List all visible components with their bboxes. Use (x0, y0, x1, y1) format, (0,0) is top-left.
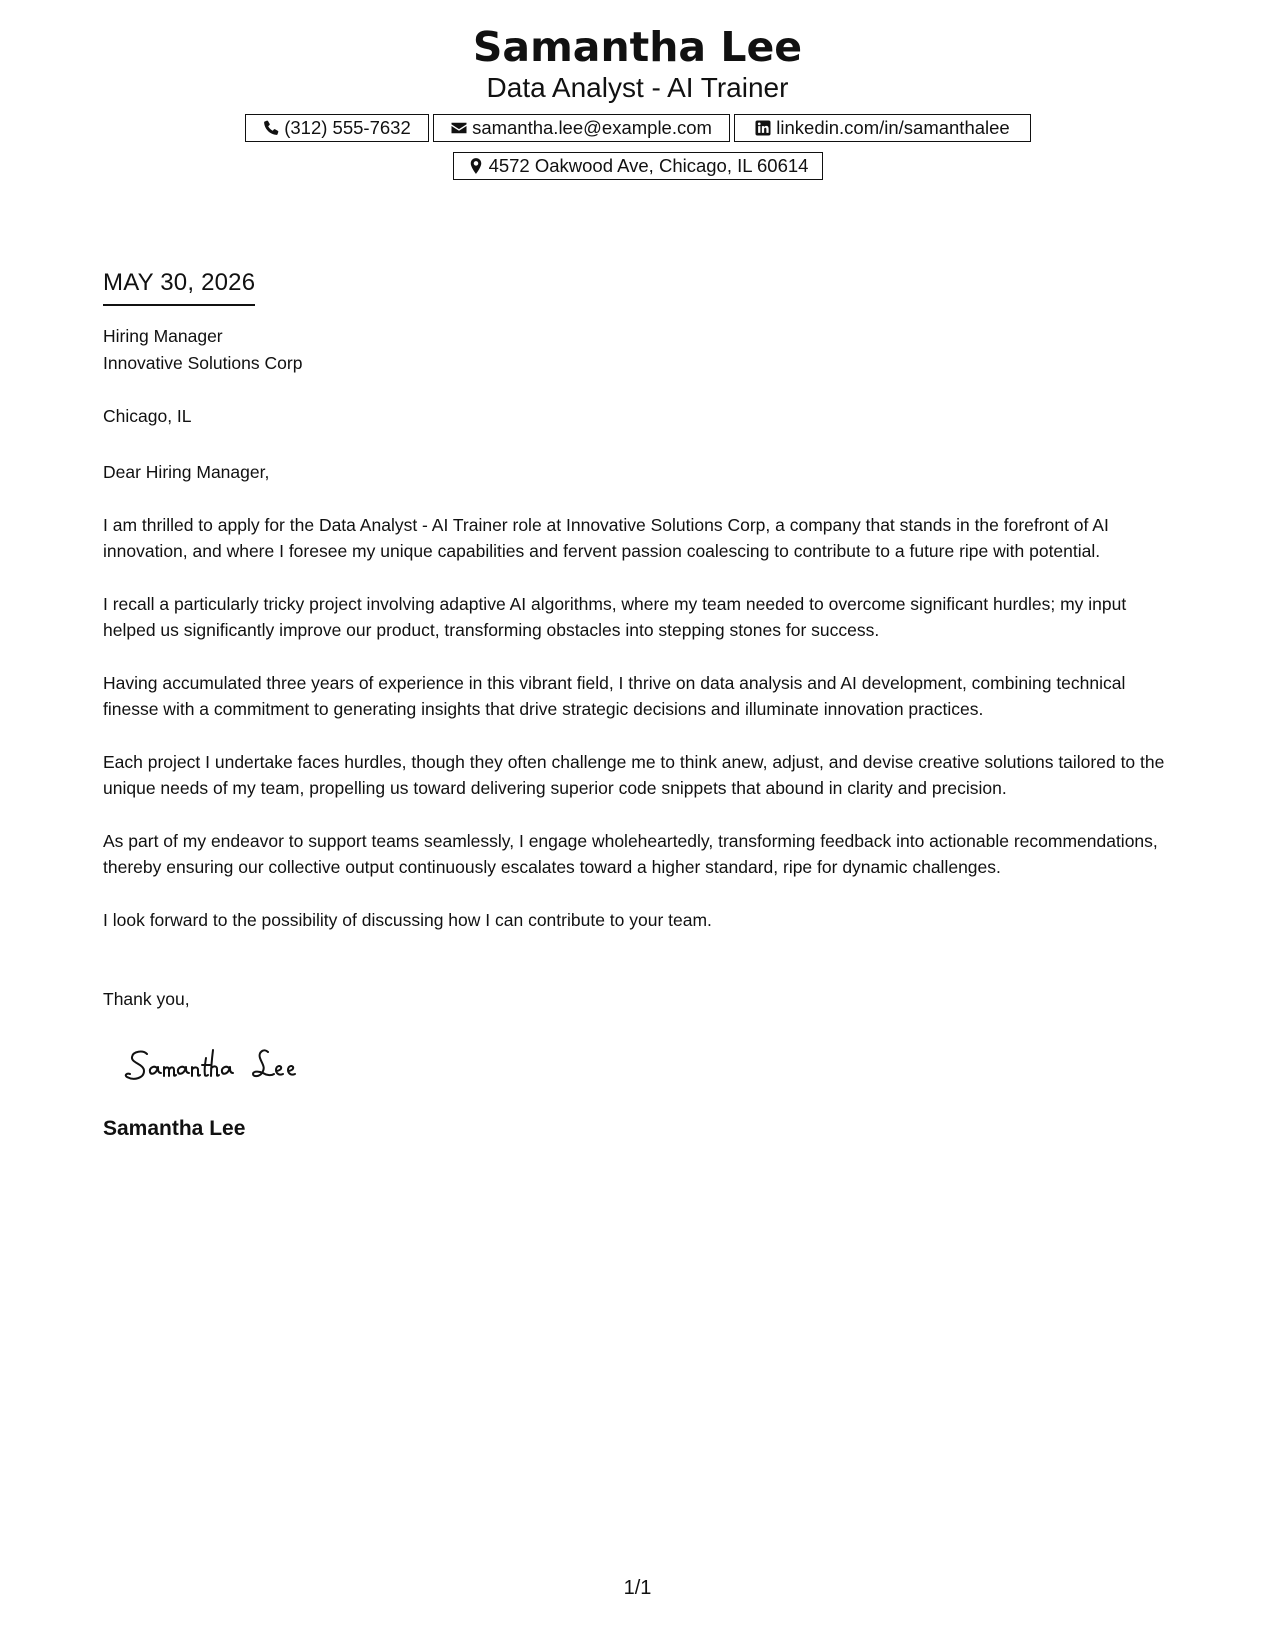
address-row (0, 152, 1275, 180)
recipient-company: Innovative Solutions Corp (103, 353, 303, 373)
linkedin-icon (754, 119, 772, 137)
email-text[interactable]: samantha.lee@example.com (472, 117, 712, 138)
linkedin-text[interactable]: linkedin.com/in/samanthalee (776, 117, 1010, 138)
paragraph-text: Having accumulated three years of experience in this vibrant field, I thrive on data analysis and AI development, combining technical finesse with a commitment to generating insights that drive strategic decisions and illuminate innovation practices. (103, 673, 1126, 719)
salutation: Dear Hiring Manager, (103, 462, 270, 482)
paragraph (103, 749, 1171, 801)
phone-icon (262, 119, 280, 137)
map-marker-icon (467, 157, 485, 175)
applicant-title: Data Analyst - AI Trainer (486, 72, 789, 103)
paragraph (103, 907, 1171, 933)
phone-text: (312) 555-7632 (284, 117, 411, 138)
recipient-city: Chicago, IL (103, 406, 192, 426)
signer-name: Samantha Lee (103, 1117, 246, 1140)
paragraph (103, 670, 1171, 722)
paragraph (103, 828, 1171, 880)
paragraph-text: I look forward to the possibility of discussing how I can contribute to your team. (103, 910, 712, 930)
recipient-block (103, 323, 1171, 430)
phone-chip (245, 114, 429, 142)
address-chip (453, 152, 823, 180)
signature-image (123, 1040, 343, 1090)
applicant-name: Samantha Lee (472, 23, 803, 71)
paragraph-text: I recall a particularly tricky project involving adaptive AI algorithms, where my team needed to overcome significant hurdles; my input helped us significantly improve our product, transforming obstacles into stepping stones for success. (103, 594, 1127, 640)
letter-body (103, 266, 1171, 1143)
address-text: 4572 Oakwood Ave, Chicago, IL 60614 (488, 155, 809, 176)
paragraph (103, 512, 1171, 564)
contact-row (0, 114, 1275, 142)
paragraph-text: Each project I undertake faces hurdles, though they often challenge me to think anew, adjust, and devise creative solutions tailored to the unique needs of my team, propelling us toward delivering superior code snippets that abound in clarity and precision. (103, 752, 1165, 798)
paragraph-text: I am thrilled to apply for the Data Analyst - AI Trainer role at Innovative Solutions Corp, a company that stands in the forefront of AI innovation, and where I foresee my unique capabilities and fervent passion coalescing to contribute to a future ripe with potential. (103, 515, 1109, 561)
letter-header (0, 22, 1275, 104)
page-number: 1/1 (623, 1577, 652, 1599)
linkedin-chip[interactable] (734, 114, 1031, 142)
paragraph-text: As part of my endeavor to support teams seamlessly, I engage wholeheartedly, transforming feedback into actionable recommendations, thereby ensuring our collective output continuously escalates toward a higher standard, ripe for dynamic challenges. (103, 831, 1158, 877)
letter-date: MAY 30, 2026 (103, 266, 255, 306)
envelope-icon (450, 119, 468, 137)
recipient-name: Hiring Manager (103, 326, 223, 346)
closing: Thank you, (103, 989, 190, 1009)
paragraph (103, 591, 1171, 643)
email-chip[interactable] (433, 114, 730, 142)
